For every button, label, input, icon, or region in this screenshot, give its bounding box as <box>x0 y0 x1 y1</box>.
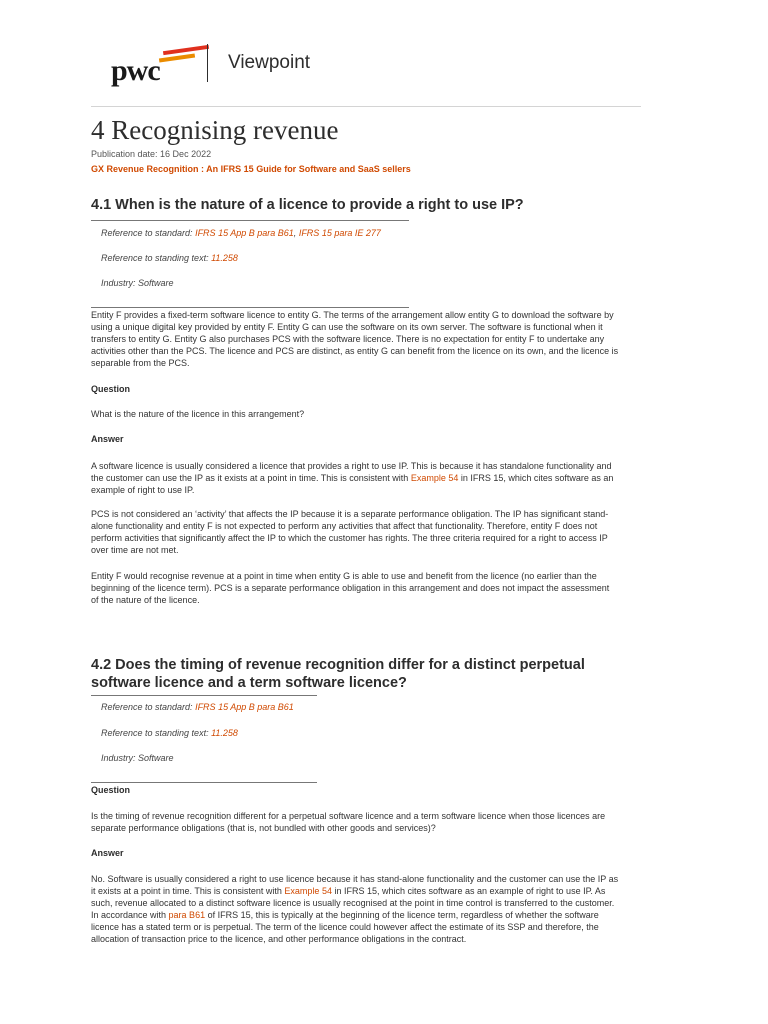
question-label: Question <box>91 384 131 394</box>
ifrs15-ie277-link[interactable]: IFRS 15 para IE 277 <box>298 228 381 238</box>
answer-paragraph-3: Entity F would recognise revenue at a point in time when entity G is able to use and benefit from the licence (no earlier than the beginning of the licence term). PCS is a separate performance obligation in this arrangement and does not impact the assessment of the nature of the licence. <box>91 571 610 605</box>
industry: Industry: Software <box>101 278 174 288</box>
publication-date: Publication date: 16 Dec 2022 <box>91 149 212 159</box>
standing-text-link[interactable]: 11.258 <box>211 253 238 263</box>
example-54-link[interactable]: Example 54 <box>410 473 459 483</box>
page-title: 4 Recognising revenue <box>91 115 339 145</box>
example-54-link[interactable]: Example 54 <box>284 886 332 896</box>
section-name: Viewpoint <box>228 52 311 73</box>
reference-to-standard: Reference to standard: IFRS 15 App B para B61 <box>101 702 294 712</box>
meta-rule <box>91 782 317 783</box>
answer-label: Answer <box>91 848 124 858</box>
heading-rule <box>91 220 409 221</box>
answer-label: Answer <box>91 434 124 444</box>
industry: Industry: Software <box>101 753 174 763</box>
masthead-divider <box>207 44 208 82</box>
question-label: Question <box>91 785 131 795</box>
ifrs15-b61-link[interactable]: IFRS 15 App B para B61 <box>195 702 294 712</box>
ifrs15-b61-link[interactable]: IFRS 15 App B para B61 <box>195 228 294 238</box>
answer-paragraph-2: PCS is not considered an ‘activity’ that affects the IP because it is a separate performance obligation. The IP has significant stand-alone functionality and entity F is not expected to perform any activities that affect that functionality. Therefore, entity F does not perform activities that significantly affect the IP to which the customer has rights. The three criteria required for a right to access IP over time are not met. <box>91 509 609 555</box>
question-text: Is the timing of revenue recognition different for a perpetual software licence and a term software licence when those licences are separate performance obligations (that is, not bundled with other goods and services)? <box>91 811 606 833</box>
reference-to-standing-text: Reference to standing text: 11.258 <box>101 253 238 263</box>
reference-to-standard: Reference to standard: IFRS 15 App B para B61, IFRS 15 para IE 277 <box>101 228 381 238</box>
heading-rule <box>91 695 317 696</box>
para-b61-link[interactable]: para B61 <box>168 910 206 920</box>
facts-paragraph: Entity F provides a fixed-term software licence to entity G. The terms of the arrangement allow entity G to download the software by using a unique digital key provided by entity F. Entity G can use the software on its own server. The software is functional when it transfers to entity G. Entity G also purchases PCS with the software licence. There is no expectation for entity F to undertake any activities other than the PCS. The licence and PCS are distinct, as entity G can benefit from the licence on its own, and the licence is separable from the PCS. <box>91 310 619 368</box>
reference-to-standing-text: Reference to standing text: 11.258 <box>101 728 238 738</box>
pwc-logo[interactable] <box>111 46 191 86</box>
logo-wordmark: pwc <box>111 54 160 87</box>
standing-text-link[interactable]: 11.258 <box>211 728 238 738</box>
section-heading-4-2: 4.2 Does the timing of revenue recognition differ for a distinct perpetual software licence and a term software licence? <box>91 657 585 691</box>
meta-rule <box>91 307 409 308</box>
guide-link[interactable]: GX Revenue Recognition : An IFRS 15 Guide for Software and SaaS sellers <box>91 164 411 174</box>
masthead <box>91 0 641 107</box>
answer-paragraph: No. Software is usually considered a right to use licence because it has stand-alone functionality and the customer can use the IP as it exists at a point in time. This is consistent with Example 54 in IFRS 15, which cites software as an example of right to use IP. As such, revenue allocated to a distinct software licence is usually recognised at the point in time control is transferred to the customer. In accordance with para B61 of IFRS 15, this is typically at the beginning of the licence term, regardless of whether the software licence has a stated term or is perpetual. The term of the licence could however affect the estimate of its SSP and therefore, the allocation of transaction price to the licence, and other performance obligations in the contract. <box>91 874 619 944</box>
section-heading-4-1: 4.1 When is the nature of a licence to provide a right to use IP? <box>91 197 524 213</box>
answer-paragraph-1: A software licence is usually considered a licence that provides a right to use IP. This is because it has standalone functionality and the customer can use the IP as it exists at a point in time. This is consistent with Example 54 in IFRS 15, which cites software as an example of right to use IP. <box>91 461 614 495</box>
document-page <box>91 0 641 944</box>
question-text: What is the nature of the licence in this arrangement? <box>91 409 305 419</box>
